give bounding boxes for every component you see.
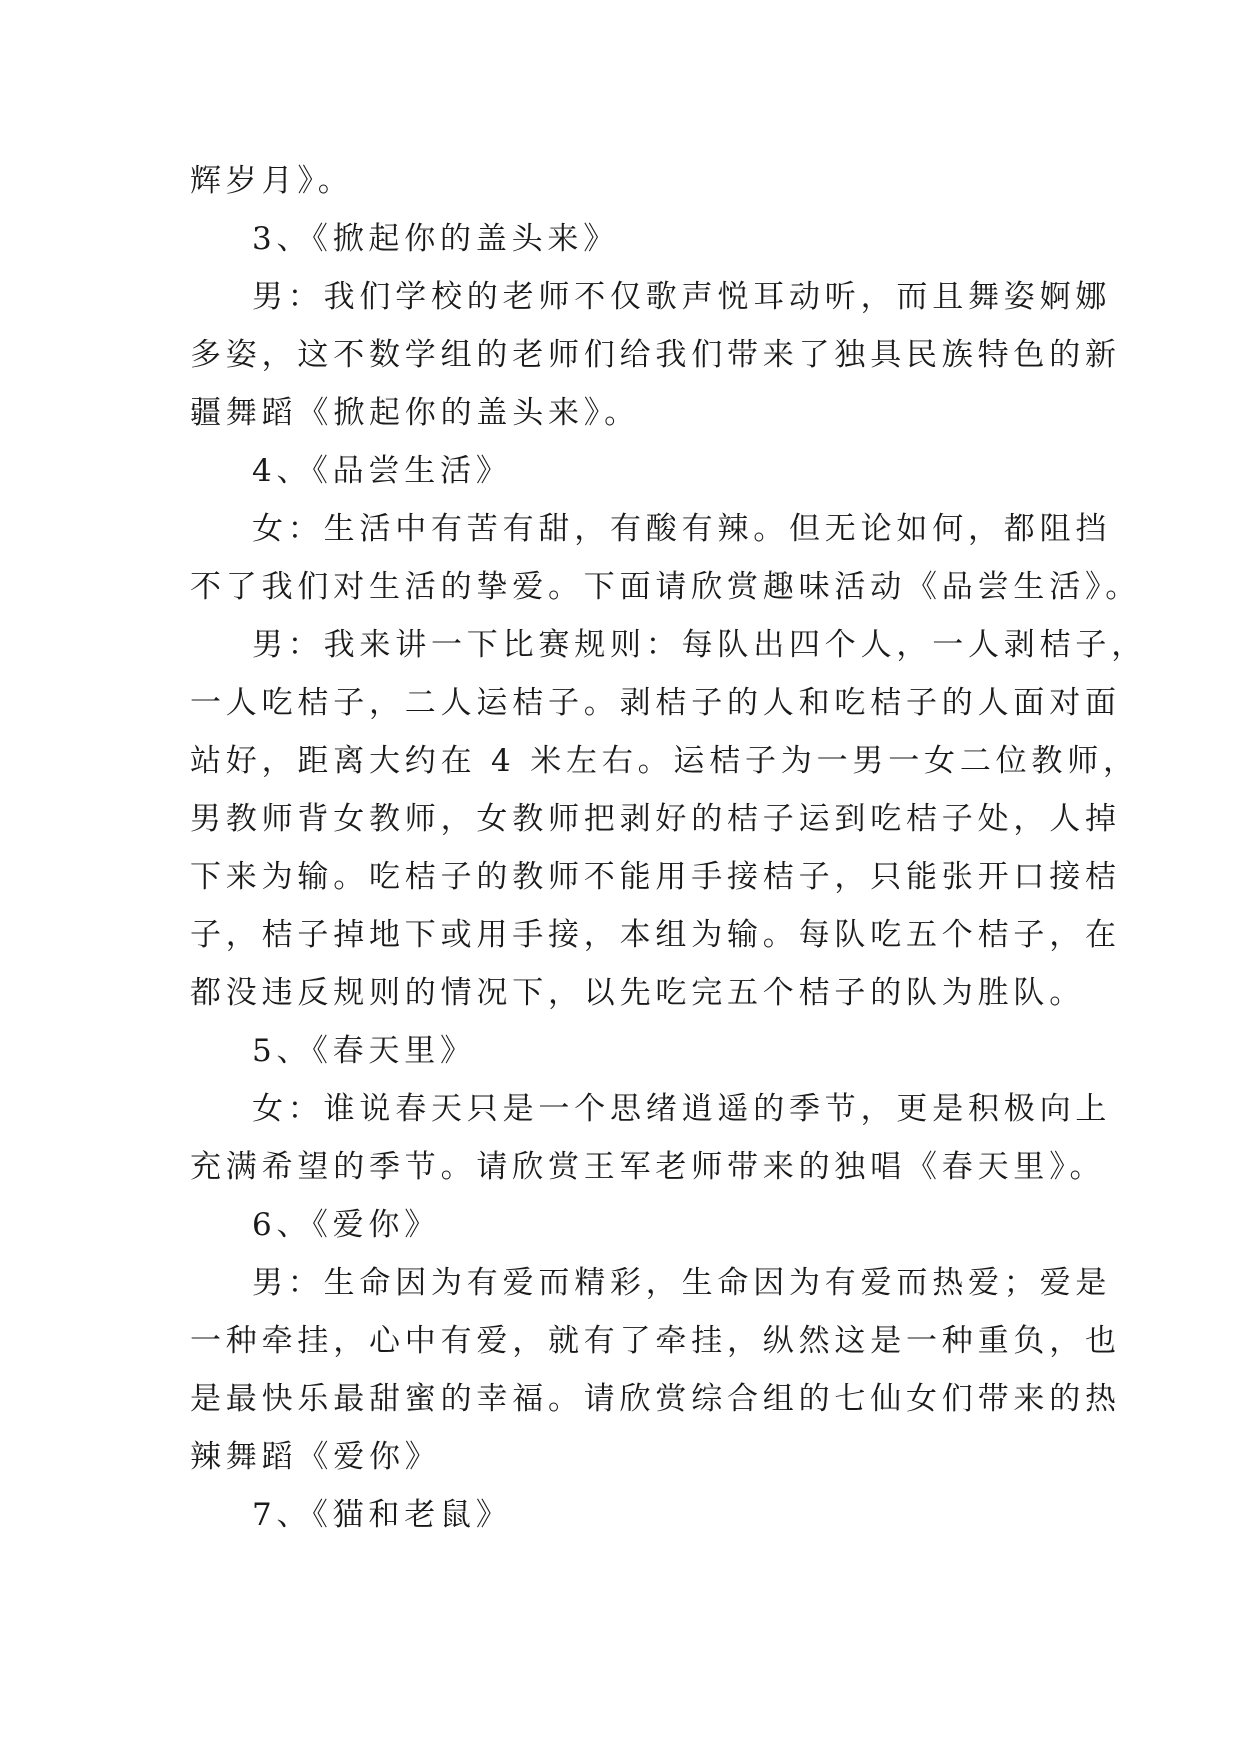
text-line: 一种牵挂，心中有爱，就有了牵挂，纵然这是一种重负，也 [190, 1323, 1121, 1359]
text-line: 子，桔子掉地下或用手接，本组为输。每队吃五个桔子，在 [190, 917, 1121, 953]
text-line: 男教师背女教师，女教师把剥好的桔子运到吃桔子处，人掉 [190, 801, 1121, 837]
section-heading: 5、《春天里》 [252, 1033, 476, 1069]
text-line: 都没违反规则的情况下，以先吃完五个桔子的队为胜队。 [190, 975, 1085, 1011]
section-heading: 7、《猫和老鼠》 [252, 1497, 512, 1533]
text-line: 站好，距离大约在 4 米左右。运桔子为一男一女二位教师， [190, 743, 1139, 779]
section-heading: 4、《品尝生活》 [252, 453, 512, 489]
text-line: 一人吃桔子，二人运桔子。剥桔子的人和吃桔子的人面对面 [190, 685, 1121, 721]
text-line: 辣舞蹈《爱你》 [190, 1439, 441, 1475]
text-line: 辉岁月》。 [190, 163, 354, 199]
text-line: 男：我来讲一下比赛规则：每队出四个人，一人剥桔子， [252, 627, 1147, 663]
text-line: 疆舞蹈《掀起你的盖头来》。 [190, 395, 640, 431]
section-heading: 3、《掀起你的盖头来》 [252, 221, 620, 257]
text-line: 充满希望的季节。请欣赏王军老师带来的独唱《春天里》。 [190, 1149, 1106, 1185]
text-line: 女：谁说春天只是一个思绪逍遥的季节，更是积极向上 [252, 1091, 1112, 1127]
text-line: 女：生活中有苦有甜，有酸有辣。但无论如何，都阻挡 [252, 511, 1112, 547]
text-line: 男：生命因为有爱而精彩，生命因为有爱而热爱；爱是 [252, 1265, 1112, 1301]
text-line: 多姿，这不数学组的老师们给我们带来了独具民族特色的新 [190, 337, 1121, 373]
section-heading: 6、《爱你》 [252, 1207, 441, 1243]
text-line: 下来为输。吃桔子的教师不能用手接桔子，只能张开口接桔 [190, 859, 1121, 895]
text-line: 男：我们学校的老师不仅歌声悦耳动听，而且舞姿婀娜 [252, 279, 1112, 315]
text-line: 不了我们对生活的挚爱。下面请欣赏趣味活动《品尝生活》。 [190, 569, 1142, 605]
text-line: 是最快乐最甜蜜的幸福。请欣赏综合组的七仙女们带来的热 [190, 1381, 1121, 1417]
